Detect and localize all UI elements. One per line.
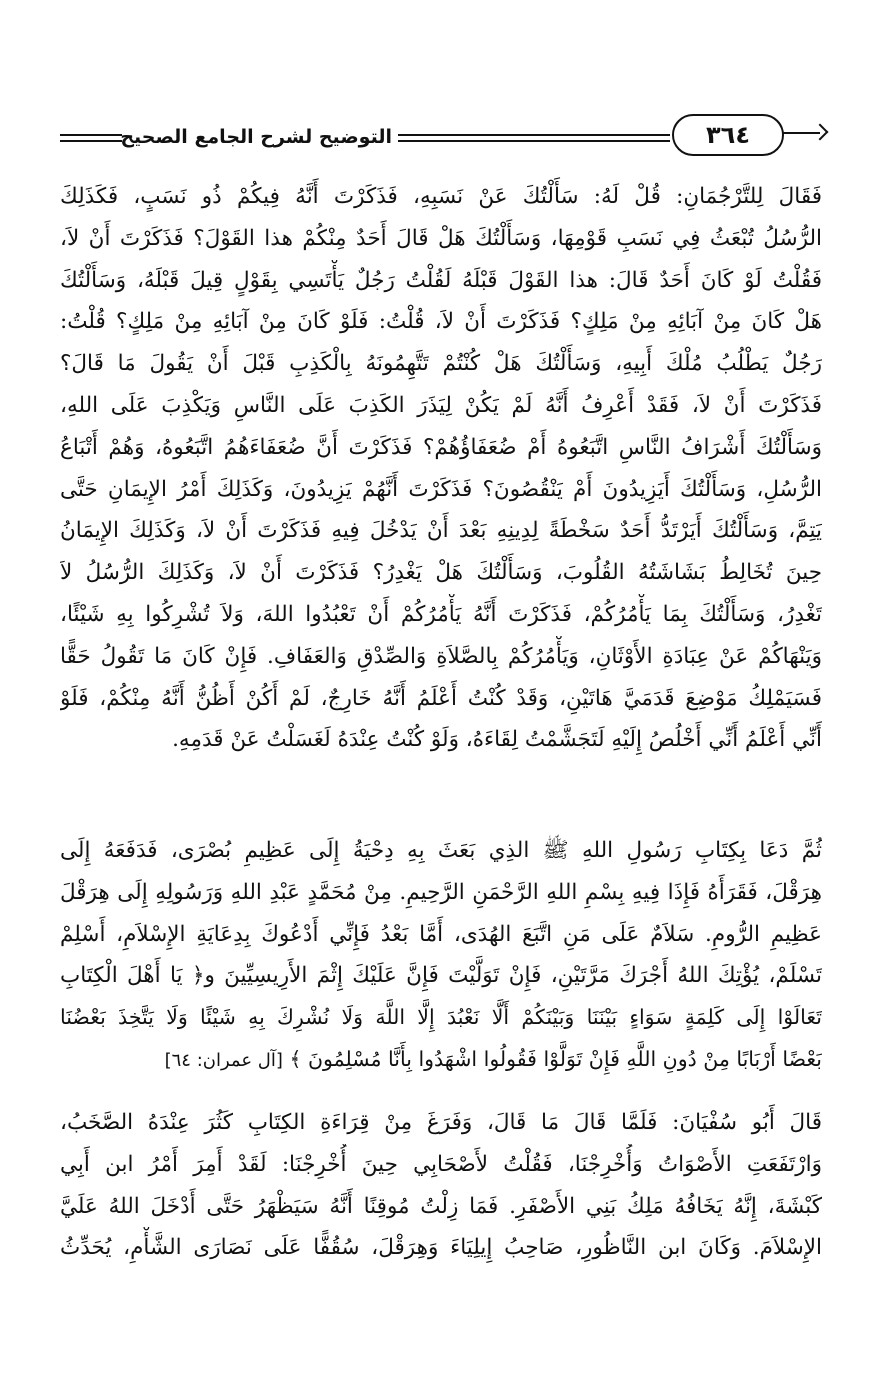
page-number: ٣٦٤: [672, 114, 784, 156]
text-line: قَالَ أَبُو سُفْيَانَ: فَلَمَّا قَالَ مَا قَالَ، وَفَرَغَ مِنْ قِرَاءَةِ الكِتَابِ كَثُرَ عِنْدَهُ الصَّخَبُ،: [60, 1110, 822, 1135]
quran-verse-text: بَعْضًا أَرْبَابًا مِنْ دُونِ اللَّهِ فَإِنْ تَوَلَّوْا فَقُولُوا اشْهَدُوا بِأَنَّا مُسْلِمُونَ ﴾: [289, 1046, 822, 1071]
paragraph-abu-sufyan: [60, 1102, 822, 1269]
text-line: وَسَأَلْتُكَ أَشْرَافُ النَّاسِ اتَّبَعُوهُ أَمْ ضُعَفَاؤُهُمْ؟ فَذَكَرْتَ أَنَّ ضُعَفَاءَهُمُ اتَّبَعُوهُ، وَهُمْ أَتْبَاعُ: [60, 434, 822, 460]
text-line: تَسْلَمْ، يُؤْتِكَ اللهُ أَجْرَكَ مَرَّتَيْنِ، فَإِنْ تَوَلَّيْتَ فَإِنَّ عَلَيْكَ إِثْمَ الأَرِيسِيِّينَ و﴿ يَا أَهْلَ الْكِتَابِ: [60, 963, 822, 989]
text-line: الرُّسُلُ تُبْعَثُ فِي نَسَبِ قَوْمِهَا، وَسَأَلْتُكَ هَلْ قَالَ أَحَدٌ مِنْكُمْ هذا القَوْلَ؟ فَذَكَرْتَ أَنْ لاَ،: [60, 225, 822, 251]
text-line: وَيَنْهَاكُمْ عَنْ عِبَادَةِ الأَوْثَانِ، وَيَأْمُرُكُمْ بِالصَّلاَةِ وَالصِّدْقِ وَالعَفَافِ. فَإِنْ كَانَ مَا تَقُولُ حَقًّا: [60, 643, 822, 669]
text-line: أَنِّي أَعْلَمُ أَنِّي أَخْلُصُ إِلَيْهِ لَتَجَشَّمْتُ لِقَاءَهُ، وَلَوْ كُنْتُ عِنْدَهُ لَغَسَلْتُ عَنْ قَدَمِهِ.: [172, 727, 822, 753]
text-line: هَلْ كَانَ مِنْ آبَائِهِ مِنْ مَلِكٍ؟ فَذَكَرْتَ أَنْ لاَ، قُلْتُ: فَلَوْ كَانَ مِنْ آبَائِهِ مِنْ مَلِكٍ؟ قُلْتُ:: [60, 309, 822, 335]
text-line: رَجُلٌ يَطْلُبُ مُلْكَ أَبِيهِ، وَسَأَلْتُكَ هَلْ كُنْتُمْ تَتَّهِمُونَهُ بِالْكَذِبِ قَبْلَ أَنْ يَقُولَ مَا قَالَ؟: [60, 351, 822, 377]
text-line: وَارْتَفَعَتِ الأَصْوَاتُ وَأُخْرِجْنَا، فَقُلْتُ لأَصْحَابِي حِينَ أُخْرِجْنَا: لَقَدْ أَمِرَ أَمْرُ ابن أَبِي: [60, 1151, 822, 1177]
quran-reference: [آل عمران: ٦٤]: [164, 1049, 283, 1071]
book-title: التوضيح لشرح الجامع الصحيح: [120, 126, 392, 148]
text-line: الرُّسُلِ، وَسَأَلْتُكَ أَيَزِيدُونَ أَمْ يَنْقُصُونَ؟ فَذَكَرْتَ أَنَّهُمْ يَزِيدُونَ، وَكَذَلِكَ أَمْرُ الإِيمَانِ حَتَّى: [60, 476, 822, 502]
header-double-rule-middle: [398, 134, 670, 142]
text-line: الإِسْلاَمَ. وَكَانَ ابن النَّاظُورِ، صَاحِبُ إِيلِيَاءَ وَهِرَقْلَ، سُقُفًّا عَلَى نَصَارَى الشَّأْمِ، يُحَدِّثُ: [60, 1235, 822, 1261]
text-line: فَقُلْتُ لَوْ كَانَ أَحَدٌ قَالَ: هذا القَوْلَ قَبْلَهُ لَقُلْتُ رَجُلٌ يَأْتَسِي بِقَوْلٍ قِيلَ قَبْلَهُ، وَسَأَلْتُكَ: [60, 267, 822, 293]
text-line: عَظِيمِ الرُّومِ. سَلاَمٌ عَلَى مَنِ اتَّبَعَ الهُدَى، أَمَّا بَعْدُ فَإِنِّي أَدْعُوكَ بِدِعَايَةِ الإِسْلاَمِ، أَسْلِمْ: [60, 921, 822, 947]
text-line: حِينَ تُخَالِطُ بَشَاشَتُهُ القُلُوبَ، وَسَأَلْتُكَ هَلْ يَغْدِرُ؟ فَذَكَرْتَ أَنْ لاَ، وَكَذَلِكَ الرُّسُلُ لاَ: [60, 560, 822, 586]
text-line: كَبْشَةَ، إِنَّهُ يَخَافُهُ مَلِكُ بَنِي الأَصْفَرِ. فَمَا زِلْتُ مُوقِنًا أَنَّهُ سَيَظْهَرُ حَتَّى أَدْخَلَ اللهُ عَلَيَّ: [60, 1193, 822, 1219]
paragraph-hadith-dialogue: [60, 176, 822, 761]
quran-verse-line: [60, 1039, 822, 1081]
header-double-rule-left: [60, 134, 122, 142]
text-line: فَقَالَ لِلتَّرْجُمَانِ: قُلْ لَهُ: سَأَلْتُكَ عَنْ نَسَبِهِ، فَذَكَرْتَ أَنَّهُ فِيكُمْ ذُو نَسَبٍ، فَكَذَلِكَ: [60, 184, 822, 209]
text-line: هِرَقْلَ، فَقَرَأَهُ فَإِذَا فِيهِ بِسْمِ اللهِ الرَّحْمَنِ الرَّحِيمِ. مِنْ مُحَمَّدٍ عَبْدِ اللهِ وَرَسُولِهِ إِلَى هِرَقْلَ: [60, 879, 822, 905]
text-line: فَسَيَمْلِكُ مَوْضِعَ قَدَمَيَّ هَاتَيْنِ، وَقَدْ كُنْتُ أَعْلَمُ أَنَّهُ خَارِجٌ، لَمْ أَكُنْ أَظُنُّ أَنَّهُ مِنْكُمْ، فَلَوْ: [60, 685, 822, 711]
paragraph-prophet-letter: [60, 830, 822, 1081]
text-line: فَذَكَرْتَ أَنْ لاَ، فَقَدْ أَعْرِفُ أَنَّهُ لَمْ يَكُنْ لِيَذَرَ الكَذِبَ عَلَى النَّاسِ وَيَكْذِبَ عَلَى اللهِ،: [60, 392, 822, 418]
quran-verse-line: تَعَالَوْا إِلَى كَلِمَةٍ سَوَاءٍ بَيْنَنَا وَبَيْنَكُمْ أَلَّا نَعْبُدَ إِلَّا اللَّهَ وَلَا نُشْرِكَ بِهِ شَيْئًا وَلَا يَتَّخِذَ بَعْضُنَا: [60, 1005, 822, 1030]
text-line: تَغْدِرُ، وَسَأَلْتُكَ بِمَا يَأْمُرُكُمْ، فَذَكَرْتَ أَنَّهُ يَأْمُرُكُمْ أَنْ تَعْبُدُوا اللهَ، وَلاَ تُشْرِكُوا بِهِ شَيْئًا،: [60, 601, 822, 627]
text-line: ثُمَّ دَعَا بِكِتَابِ رَسُولِ اللهِ ﷺ الذِي بَعَثَ بِهِ دِحْيَةُ إِلَى عَظِيمِ بُصْرَى، فَدَفَعَهُ إِلَى: [60, 838, 822, 863]
page-header: [60, 112, 820, 164]
text-line: يَتِمَّ، وَسَأَلْتُكَ أَيَرْتَدُّ أَحَدٌ سَخْطَةً لِدِينِهِ بَعْدَ أَنْ يَدْخُلَ فِيهِ فَذَكَرْتَ أَنْ لاَ، وَكَذَلِكَ الإِيمَانُ: [60, 518, 822, 544]
page-number-ornament-tip: [812, 124, 829, 141]
